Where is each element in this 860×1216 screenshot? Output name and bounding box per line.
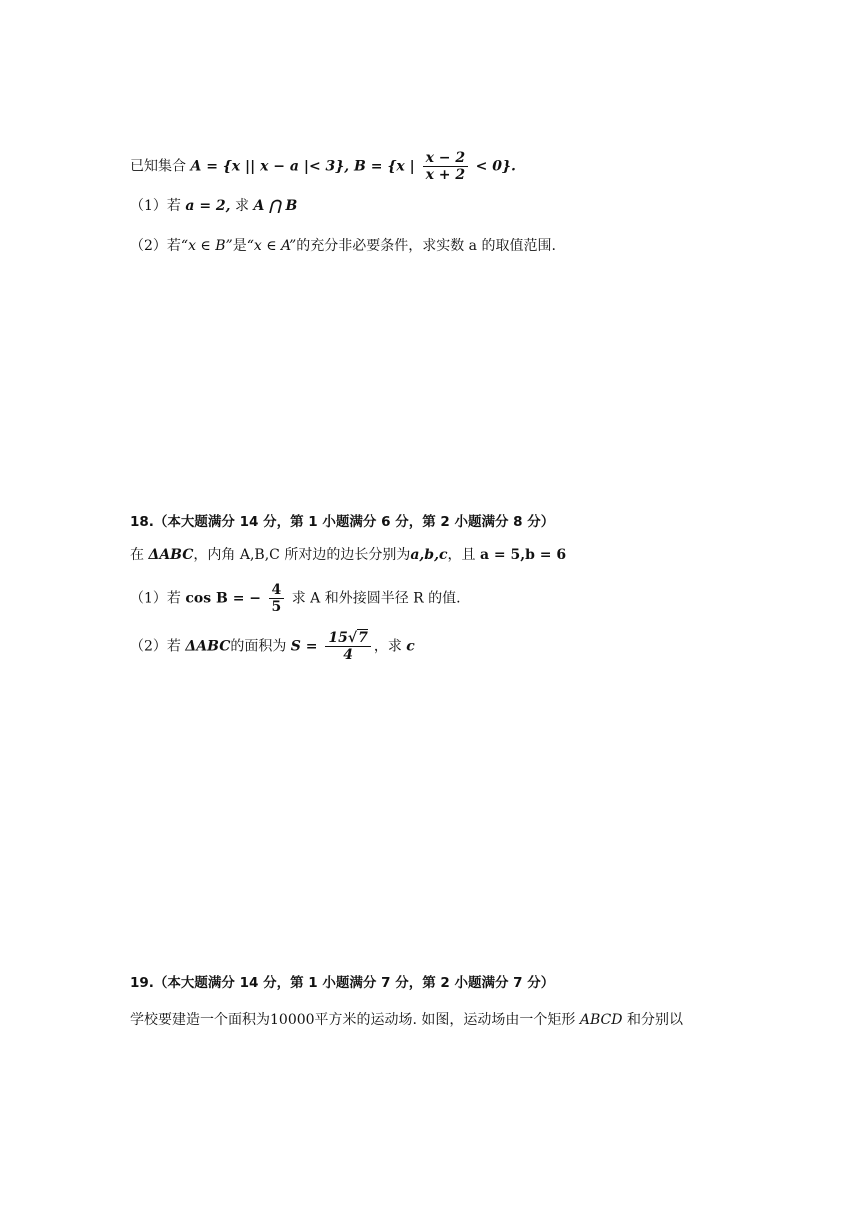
q17-part2-text: 的充分非必要条件，求实数 a 的取值范围. [296,238,556,254]
q17-set-a: A = {x || x − a |< 3}, [190,158,355,175]
q17-part1 [130,196,297,216]
q18-part2-fraction-denominator: 4 [343,647,353,663]
q17-part1-ask: 求 [235,198,254,214]
q18-part2-fraction [325,630,370,663]
q18-part1-cos: cos B = − [185,590,262,607]
q18-intro-and: ，且 [447,547,476,563]
q17-part2-quote2: “x ∈ A” [246,238,297,254]
q18-part1 [130,582,461,615]
q17-part1-expression: A ⋂ B [253,198,298,214]
q19-rect: ABCD [579,1012,623,1028]
q18-heading: 18.（本大题满分 14 分，第 1 小题满分 6 分，第 2 小题满分 8 分） [130,514,555,530]
q19-text [130,1010,683,1030]
q18-intro [130,545,566,565]
q17-part2-quote1: “x ∈ B” [180,238,233,254]
q18-part1-fraction-numerator: 4 [269,582,285,599]
q19-heading: 19.（本大题满分 14 分，第 1 小题满分 7 分，第 2 小题满分 7 分） [130,975,555,991]
q17-fraction-denominator: x + 2 [425,167,466,183]
q18-part1-fraction [269,582,285,615]
q18-given: a = 5,b = 6 [479,547,567,563]
q17-set-definition [130,150,516,183]
q18-part2-triangle: ΔABC [185,638,231,655]
q18-intro-prefix: 在 [130,547,144,563]
q17-fraction-numerator: x − 2 [423,150,469,167]
q17-part2 [130,236,556,256]
q19-text-suffix: 和分别以 [626,1012,683,1028]
q19-text-prefix: 学校要建造一个面积为10000平方米的运动场. 如图，运动场由一个矩形 [130,1012,576,1028]
q18-part1-text: 求 A 和外接圆半径 R 的值. [291,590,461,607]
q17-part2-is: 是 [232,238,247,254]
q18-part2-c: c [406,638,415,655]
q17-part2-prefix: （2）若 [130,238,181,254]
q18-sides: a,b,c [410,547,448,563]
q17-part1-prefix: （1）若 [130,198,181,214]
q18-part2-coefficient: 15 [328,630,348,646]
q17-set-b-suffix: < 0}. [475,158,516,175]
q17-part1-condition: a = 2, [185,198,231,214]
q17-set-b-prefix: B = {x | [354,158,420,175]
q18-part2-radicand: 7 [358,630,368,646]
q18-part2-prefix: （2）若 [130,638,181,655]
q18-triangle: ΔABC [148,547,194,563]
q18-part2-mid: 的面积为 [230,638,287,655]
q17-fraction [423,150,469,183]
q18-part2-fraction-numerator: 15√7 [325,630,370,647]
q18-part2-ask: ，求 [373,638,402,655]
q18-part2 [130,630,415,663]
q18-part1-fraction-denominator: 5 [271,599,282,615]
q17-intro: 已知集合 [130,158,186,175]
q18-part2-area-symbol: S = [290,638,323,655]
q18-intro-mid: ，内角 A,B,C 所对边的边长分别为 [193,547,411,563]
q18-part1-prefix: （1）若 [130,590,181,607]
